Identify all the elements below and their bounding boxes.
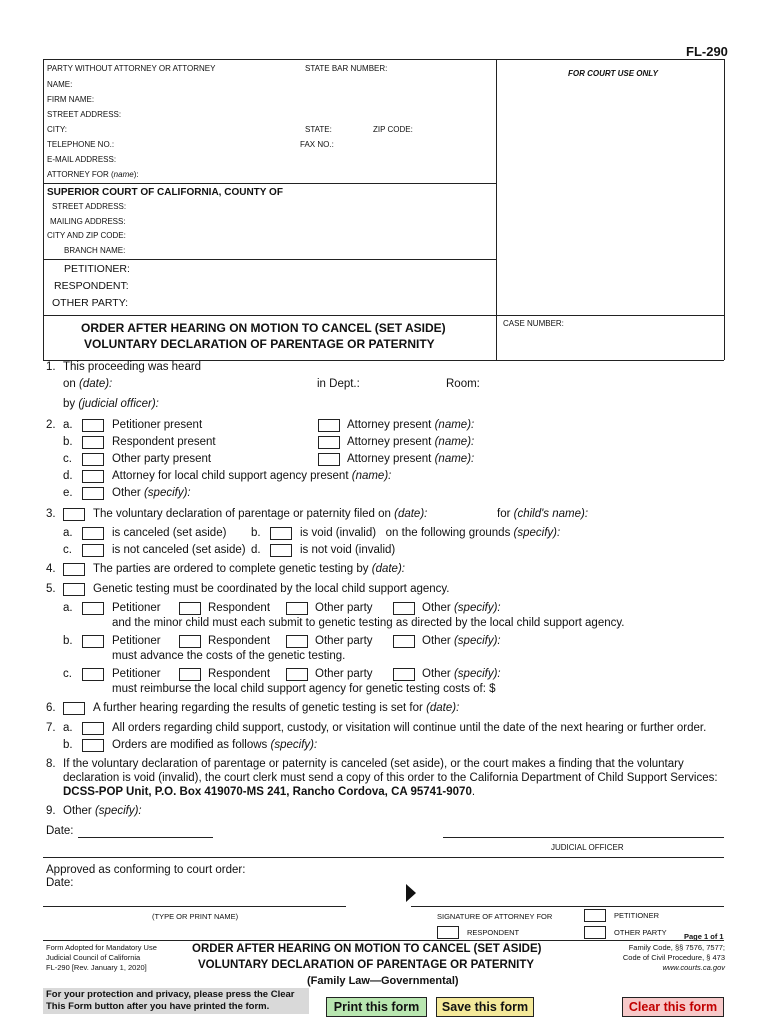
item4-checkbox[interactable] <box>63 563 85 576</box>
item5-c-respondent-checkbox[interactable] <box>179 668 201 681</box>
sig-petitioner-label: PETITIONER <box>614 911 660 920</box>
item5-b-other-party-checkbox[interactable] <box>286 635 308 648</box>
date-label: Date: <box>46 825 74 837</box>
court-use-only: FOR COURT USE ONLY <box>568 69 658 78</box>
item2-other-party-label: Other party present <box>112 453 212 465</box>
item2-respondent-checkbox[interactable] <box>82 436 104 449</box>
attorney-for-label: ATTORNEY FOR (name): <box>47 170 139 179</box>
footer-revision: FL-290 [Rev. January 1, 2020] <box>46 963 147 972</box>
item3-void-label: is void (invalid) on the following grounds (specify): <box>300 527 561 539</box>
date-line <box>78 837 213 838</box>
petitioner-label: PETITIONER: <box>64 263 130 275</box>
sig-petitioner-checkbox[interactable] <box>584 909 606 922</box>
form-number: FL-290 <box>686 44 728 59</box>
footer-civil-code: Code of Civil Procedure, § 473 <box>622 953 725 962</box>
item3-a-letter: a. <box>63 527 73 539</box>
item7-b-checkbox[interactable] <box>82 739 104 752</box>
item7-number: 7. <box>46 722 56 734</box>
item7-a-letter: a. <box>63 722 73 734</box>
telephone-label: TELEPHONE NO.: <box>47 140 115 149</box>
item2-respondent-attorney-checkbox[interactable] <box>318 436 340 449</box>
item3-d-letter: d. <box>251 544 261 556</box>
court-title: SUPERIOR COURT OF CALIFORNIA, COUNTY OF <box>47 187 283 198</box>
privacy-line1: For your protection and privacy, please press the Clear <box>46 989 295 1000</box>
item5-c-letter: c. <box>63 668 72 680</box>
state-label: STATE: <box>305 125 332 134</box>
approved-label: Approved as conforming to court order: <box>46 864 246 876</box>
item6-checkbox[interactable] <box>63 702 85 715</box>
item5-c-text: must reimburse the local child support agency for genetic testing costs of: $ <box>112 683 496 695</box>
email-label: E-MAIL ADDRESS: <box>47 155 117 164</box>
item2-agency-checkbox[interactable] <box>82 470 104 483</box>
item3-not-void-label: is not void (invalid) <box>300 544 396 556</box>
other-party-label: OTHER PARTY: <box>52 297 129 309</box>
court-mailing-label: MAILING ADDRESS: <box>50 217 126 226</box>
item3-checkbox[interactable] <box>63 508 85 521</box>
item5-c-other-party-label: Other party <box>315 668 373 680</box>
footer-title-line3: (Family Law—Governmental) <box>307 975 459 987</box>
footer-adopted: Form Adopted for Mandatory Use <box>46 943 157 952</box>
item4-number: 4. <box>46 563 56 575</box>
item5-a-letter: a. <box>63 602 73 614</box>
item5-b-respondent-checkbox[interactable] <box>179 635 201 648</box>
item3-canceled-label: is canceled (set aside) <box>112 527 227 539</box>
state-bar-label: STATE BAR NUMBER: <box>305 64 388 73</box>
case-number-label: CASE NUMBER: <box>503 319 564 328</box>
form-title-line2: VOLUNTARY DECLARATION OF PARENTAGE OR PATERNITY <box>84 337 435 351</box>
item5-c-petitioner-checkbox[interactable] <box>82 668 104 681</box>
item3-void-checkbox[interactable] <box>270 527 292 540</box>
party-without-attorney-label: PARTY WITHOUT ATTORNEY OR ATTORNEY <box>47 64 216 73</box>
item3-text: The voluntary declaration of parentage or paternity filed on (date): <box>93 508 428 520</box>
item5-a-petitioner-checkbox[interactable] <box>82 602 104 615</box>
form-title-line1: ORDER AFTER HEARING ON MOTION TO CANCEL (SET ASIDE) <box>81 321 446 335</box>
item2-agency-label: Attorney for local child support agency present (name): <box>112 470 392 482</box>
item5-checkbox[interactable] <box>63 583 85 596</box>
item2-petitioner-attorney-label: Attorney present (name): <box>347 419 475 431</box>
street-address-label: STREET ADDRESS: <box>47 110 122 119</box>
item7-b-letter: b. <box>63 739 73 751</box>
item5-c-petitioner-label: Petitioner <box>112 668 161 680</box>
clear-form-button[interactable]: Clear this form <box>622 997 724 1017</box>
item2-respondent-label: Respondent present <box>112 436 216 448</box>
item5-b-other-checkbox[interactable] <box>393 635 415 648</box>
firm-name-label: FIRM NAME: <box>47 95 95 104</box>
item2-other-attorney-checkbox[interactable] <box>318 453 340 466</box>
item5-b-other-label: Other (specify): <box>422 635 501 647</box>
sig-respondent-checkbox[interactable] <box>437 926 459 939</box>
item5-b-respondent-label: Respondent <box>208 635 271 647</box>
item5-b-text: must advance the costs of the genetic testing. <box>112 650 346 662</box>
item5-b-other-party-label: Other party <box>315 635 373 647</box>
item5-c-other-party-checkbox[interactable] <box>286 668 308 681</box>
item9-text: Other (specify): <box>63 805 142 817</box>
item2-petitioner-checkbox[interactable] <box>82 419 104 432</box>
item2-petitioner-attorney-checkbox[interactable] <box>318 419 340 432</box>
court-city-zip-label: CITY AND ZIP CODE: <box>47 231 126 240</box>
signature-attorney-label: SIGNATURE OF ATTORNEY FOR <box>437 912 553 921</box>
branch-name-label: BRANCH NAME: <box>64 246 126 255</box>
item2-other-party-checkbox[interactable] <box>82 453 104 466</box>
item5-a-respondent-label: Respondent <box>208 602 271 614</box>
court-street-label: STREET ADDRESS: <box>52 202 127 211</box>
item7-a-checkbox[interactable] <box>82 722 104 735</box>
footer-title-line1: ORDER AFTER HEARING ON MOTION TO CANCEL (SET ASIDE) <box>192 943 542 955</box>
item3-c-letter: c. <box>63 544 72 556</box>
item9-number: 9. <box>46 805 56 817</box>
item5-c-other-label: Other (specify): <box>422 668 501 680</box>
item8-number: 8. <box>46 758 56 770</box>
item2-b-letter: b. <box>63 436 73 448</box>
item6-text: A further hearing regarding the results of genetic testing is set for (date): <box>93 702 460 714</box>
name-label: NAME: <box>47 80 73 89</box>
item5-b-petitioner-checkbox[interactable] <box>82 635 104 648</box>
judicial-officer-label: JUDICIAL OFFICER <box>551 843 624 852</box>
approved-date-label: Date: <box>46 877 74 889</box>
item8-line1: If the voluntary declaration of parentage or paternity is canceled (set aside), or the court makes a finding that the voluntary <box>63 758 684 770</box>
item5-c-other-checkbox[interactable] <box>393 668 415 681</box>
item7-b-text: Orders are modified as follows (specify): <box>112 739 318 751</box>
item2-c-letter: c. <box>63 453 72 465</box>
privacy-line2: This Form button after you have printed the form. <box>46 1001 270 1012</box>
page-number: Page 1 of 1 <box>684 932 724 941</box>
item1-officer-label: by (judicial officer): <box>63 398 159 410</box>
respondent-label: RESPONDENT: <box>54 280 129 292</box>
item5-c-respondent-label: Respondent <box>208 668 271 680</box>
item5-text: Genetic testing must be coordinated by the local child support agency. <box>93 583 450 595</box>
item1-text: This proceeding was heard <box>63 361 202 373</box>
item2-number: 2. <box>46 419 56 431</box>
footer-title-line2: VOLUNTARY DECLARATION OF PARENTAGE OR PATERNITY <box>198 959 535 971</box>
sig-other-party-label: OTHER PARTY <box>614 928 667 937</box>
item3-canceled-checkbox[interactable] <box>82 527 104 540</box>
item5-a-other-party-checkbox[interactable] <box>286 602 308 615</box>
item5-b-letter: b. <box>63 635 73 647</box>
item2-e-letter: e. <box>63 487 73 499</box>
item6-number: 6. <box>46 702 56 714</box>
item5-a-other-label: Other (specify): <box>422 602 501 614</box>
footer-council: Judicial Council of California <box>46 953 141 962</box>
item3-number: 3. <box>46 508 56 520</box>
item2-petitioner-label: Petitioner present <box>112 419 203 431</box>
item5-b-petitioner-label: Petitioner <box>112 635 161 647</box>
item3-b-letter: b. <box>251 527 261 539</box>
item1-room-label: Room: <box>446 378 480 390</box>
item5-a-other-checkbox[interactable] <box>393 602 415 615</box>
item5-a-text: and the minor child must each submit to genetic testing as directed by the local child support agency. <box>112 617 625 629</box>
arrow-right-icon <box>406 884 416 902</box>
privacy-notice <box>43 988 309 1014</box>
item7-a-text: All orders regarding child support, custody, or visitation will continue until the date of the next hearing or further order. <box>112 722 707 734</box>
judicial-officer-line <box>443 837 724 838</box>
item2-a-letter: a. <box>63 419 73 431</box>
item2-other-checkbox[interactable] <box>82 487 104 500</box>
item5-a-other-party-label: Other party <box>315 602 373 614</box>
item3-child-label: for (child's name): <box>497 508 589 520</box>
print-form-button[interactable]: Print this form <box>326 997 427 1017</box>
item2-respondent-attorney-label: Attorney present (name): <box>347 436 475 448</box>
item2-other-attorney-label: Attorney present (name): <box>347 453 475 465</box>
save-form-button[interactable]: Save this form <box>436 997 534 1017</box>
type-print-name-label: (TYPE OR PRINT NAME) <box>152 912 239 921</box>
sig-respondent-label: RESPONDENT <box>467 928 520 937</box>
item5-a-respondent-checkbox[interactable] <box>179 602 201 615</box>
item8-line2: declaration is void (invalid), the court clerk must send a copy of this order to the California Department of Child Support Services: <box>63 772 718 784</box>
item1-date-label: on (date): <box>63 378 113 390</box>
item3-not-canceled-checkbox[interactable] <box>82 544 104 557</box>
item3-not-void-checkbox[interactable] <box>270 544 292 557</box>
item3-not-canceled-label: is not canceled (set aside) <box>112 544 246 556</box>
item5-number: 5. <box>46 583 56 595</box>
item1-number: 1. <box>46 361 56 373</box>
item4-text: The parties are ordered to complete genetic testing by (date): <box>93 563 405 575</box>
item2-other-label: Other (specify): <box>112 487 191 499</box>
item5-a-petitioner-label: Petitioner <box>112 602 161 614</box>
item2-d-letter: d. <box>63 470 73 482</box>
item8-line3: DCSS-POP Unit, P.O. Box 419070-MS 241, Rancho Cordova, CA 95741-9070. <box>63 786 476 798</box>
zip-label: ZIP CODE: <box>373 125 413 134</box>
item1-dept-label: in Dept.: <box>317 378 360 390</box>
footer-website: www.courts.ca.gov <box>662 963 725 972</box>
fax-label: FAX NO.: <box>300 140 334 149</box>
city-label: CITY: <box>47 125 68 134</box>
footer-family-code: Family Code, §§ 7576, 7577; <box>628 943 725 952</box>
sig-other-party-checkbox[interactable] <box>584 926 606 939</box>
